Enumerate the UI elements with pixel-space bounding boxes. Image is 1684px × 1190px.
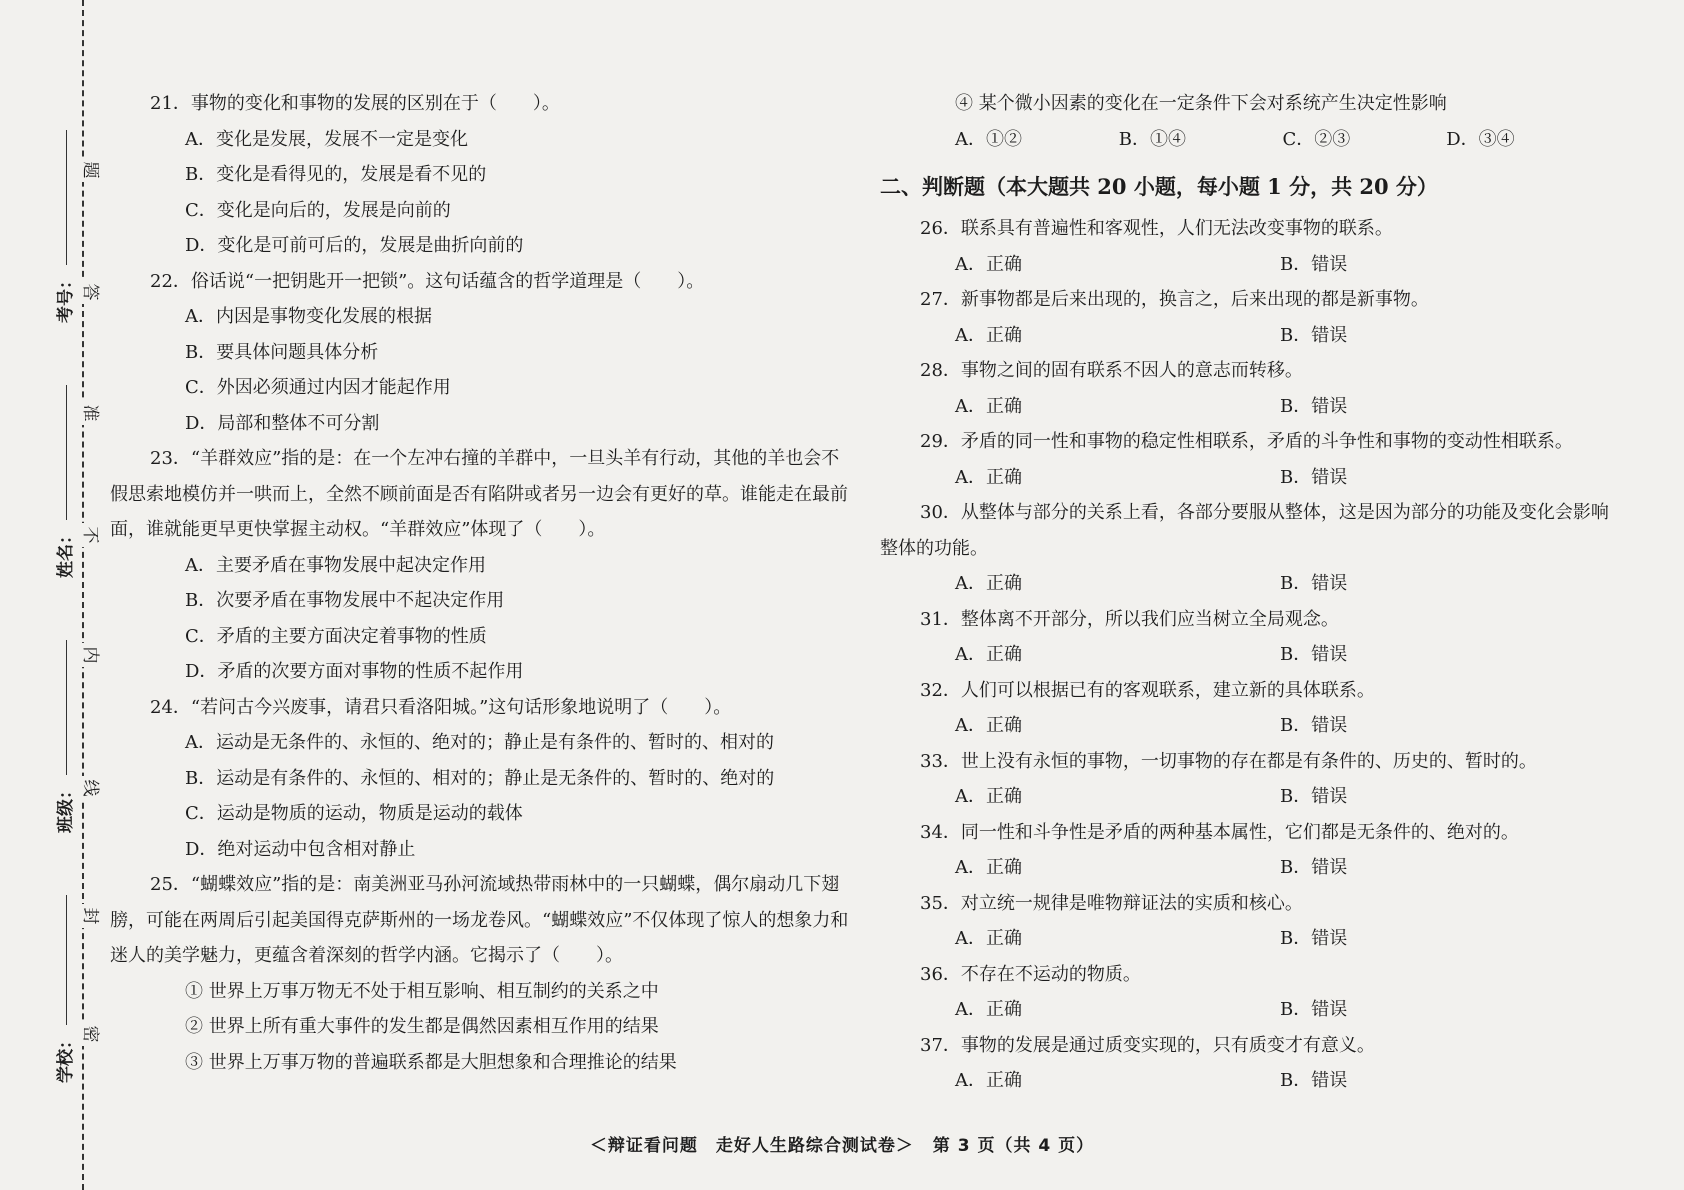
question-stem: 34．同一性和斗争性是矛盾的两种基本属性，它们都是无条件的、绝对的。 [920,821,1519,843]
statement-1: ① 世界上万事万物无不处于相互影响、相互制约的关系之中 [185,980,659,1002]
question-stem: 37．事物的发展是通过质变实现的，只有质变才有意义。 [920,1034,1375,1056]
judge-question [880,1028,1610,1099]
option-wrong: B．错误 [1280,928,1348,949]
seal-char: 题 [80,158,100,182]
question-stem: 31．整体离不开部分，所以我们应当树立全局观念。 [920,608,1339,630]
judge-options [880,637,1610,673]
option-b: B．要具体问题具体分析 [185,341,379,363]
right-column [880,86,1610,1099]
question-stem: 30．从整体与部分的关系上看，各部分要服从整体，这是因为部分的功能及变化会影响整体的功能。 [880,502,1609,559]
option-correct: A．正确 [955,928,1022,949]
option-correct: A．正确 [955,999,1022,1020]
option-wrong: B．错误 [1280,786,1348,807]
judge-question [880,602,1610,673]
judge-options [880,460,1610,496]
page-footer [0,1131,1684,1156]
option-c: C．运动是物质的运动，物质是运动的载体 [185,803,523,824]
exam-number-label: 考号： [56,272,76,323]
option-correct: A．正确 [955,253,1022,275]
question-22 [110,264,855,442]
statement-4: ④ 某个微小因素的变化在一定条件下会对系统产生决定性影响 [955,93,1447,114]
option-a: A．变化是发展，发展不一定是变化 [185,128,468,150]
question-stem: 29．矛盾的同一性和事物的稳定性相联系，矛盾的斗争性和事物的变动性相联系。 [920,431,1573,452]
judge-options [880,708,1610,744]
question-stem: 32．人们可以根据已有的客观联系，建立新的具体联系。 [920,679,1375,701]
question-stem: 26．联系具有普遍性和客观性，人们无法改变事物的联系。 [920,218,1393,239]
binding-margin [0,0,105,1190]
judge-question [880,353,1610,424]
option-wrong: B．错误 [1280,715,1348,736]
option-d: D．局部和整体不可分割 [185,412,380,434]
option-d: D．矛盾的次要方面对事物的性质不起作用 [185,661,524,682]
question-21 [110,86,855,264]
question-23 [110,441,855,690]
question-25-options [880,122,1610,158]
seal-char: 不 [80,523,100,547]
judge-question [880,495,1610,602]
option-correct: A．正确 [955,644,1022,665]
section-title: 二、判断题（本大题共 20 小题，每小题 1 分，共 20 分） [880,174,1438,199]
statement-2: ② 世界上所有重大事件的发生都是偶然因素相互作用的结果 [185,1016,659,1037]
option-d: D．变化是可前可后的，发展是曲折向前的 [185,235,524,256]
option-correct: A．正确 [955,573,1022,594]
footer-page-number: 第 3 页（共 4 页） [932,1136,1095,1156]
option-correct: A．正确 [955,786,1022,807]
judge-question [880,424,1610,495]
option-c: C．变化是向后的，发展是向前的 [185,199,451,221]
school-label: 学校： [56,1032,76,1083]
judge-question [880,886,1610,957]
question-stem: 25．“蝴蝶效应”指的是：南美洲亚马孙河流域热带雨林中的一只蝴蝶，偶尔扇动几下翅膀，可能在两周后引起美国得克萨斯州的一场龙卷风。“蝴蝶效应”不仅体现了惊人的想象力和迷人的美学魅力，更蕴含着深刻的哲学内涵。它揭示了（ ）。 [110,874,849,966]
seal-char: 内 [80,643,100,667]
question-stem: 36．不存在不运动的物质。 [920,963,1141,985]
question-25 [110,867,855,1080]
judge-options [880,566,1610,602]
question-stem: 33．世上没有永恒的事物，一切事物的存在都是有条件的、历史的、暂时的。 [920,750,1537,772]
option-a: A．内因是事物变化发展的根据 [185,306,432,327]
left-column [110,86,855,1080]
option-wrong: B．错误 [1280,466,1348,488]
statement-3: ③ 世界上万事万物的普遍联系都是大胆想象和合理推论的结果 [185,1051,677,1073]
option-correct: A．正确 [955,715,1022,736]
option-a: A．主要矛盾在事物发展中起决定作用 [185,554,486,576]
judge-options [880,992,1610,1028]
judge-options [880,389,1610,425]
option-wrong: B．错误 [1280,644,1348,665]
judge-question [880,282,1610,353]
option-a: A．①② [955,128,1022,150]
option-wrong: B．错误 [1280,857,1348,878]
option-correct: A．正确 [955,857,1022,878]
judge-question [880,815,1610,886]
option-correct: A．正确 [955,324,1022,346]
option-c: C．矛盾的主要方面决定着事物的性质 [185,625,487,647]
option-a: A．运动是无条件的、永恒的、绝对的；静止是有条件的、暂时的、相对的 [185,732,774,753]
judge-options [880,779,1610,815]
question-stem: 27．新事物都是后来出现的，换言之，后来出现的都是新事物。 [920,289,1429,310]
question-stem: 23．“羊群效应”指的是：在一个左冲右撞的羊群中，一旦头羊有行动，其他的羊也会不假思索地模仿并一哄而上，全然不顾前面是否有陷阱或者另一边会有更好的草。谁能走在最前面，谁就能更早更快掌握主动权。“羊群效应”体现了（ ）。 [110,448,848,540]
judge-question [880,957,1610,1028]
judge-question [880,211,1610,282]
question-stem: 22．俗话说“一把钥匙开一把锁”。这句话蕴含的哲学道理是（ ）。 [150,270,705,292]
option-c: C．②③ [1282,128,1351,150]
option-wrong: B．错误 [1280,253,1348,275]
option-b: B．①④ [1118,128,1186,150]
option-wrong: B．错误 [1280,395,1348,417]
option-b: B．变化是看得见的，发展是看不见的 [185,164,487,185]
option-c: C．外因必须通过内因才能起作用 [185,377,451,398]
exam-number-line [66,130,67,265]
option-wrong: B．错误 [1280,324,1348,346]
name-line [66,385,67,520]
option-wrong: B．错误 [1280,573,1348,594]
class-label: 班级： [56,782,76,833]
question-stem: 28．事物之间的固有联系不因人的意志而转移。 [920,360,1303,381]
option-correct: A．正确 [955,466,1022,488]
judge-list [880,211,1610,1099]
question-stem: 21．事物的变化和事物的发展的区别在于（ ）。 [150,93,560,114]
judge-options [880,921,1610,957]
footer-title: ＜辩证看问题 走好人生路综合测试卷＞ [589,1136,914,1156]
question-stem: 24．“若问古今兴废事，请君只看洛阳城。”这句话形象地说明了（ ）。 [150,696,732,718]
option-d: D．绝对运动中包含相对静止 [185,838,416,860]
judge-question [880,744,1610,815]
judge-options [880,318,1610,354]
class-line [66,640,67,775]
option-wrong: B．错误 [1280,1070,1348,1091]
name-label: 姓名： [56,527,76,578]
question-stem: 35．对立统一规律是唯物辩证法的实质和核心。 [920,892,1303,914]
option-correct: A．正确 [955,1070,1022,1091]
option-b: B．次要矛盾在事物发展中不起决定作用 [185,590,505,611]
option-correct: A．正确 [955,395,1022,417]
seal-char: 封 [80,904,100,928]
question-24 [110,690,855,868]
seal-char: 准 [80,401,100,425]
option-b: B．运动是有条件的、永恒的、相对的；静止是无条件的、暂时的、绝对的 [185,767,775,789]
option-d: D．③④ [1446,128,1515,150]
judge-options [880,1063,1610,1099]
seal-char: 答 [80,280,100,304]
seal-char: 密 [80,1022,100,1046]
judge-options [880,850,1610,886]
judge-question [880,673,1610,744]
option-wrong: B．错误 [1280,999,1348,1020]
judge-options [880,247,1610,283]
seal-char: 线 [80,776,100,800]
school-line [66,895,67,1025]
